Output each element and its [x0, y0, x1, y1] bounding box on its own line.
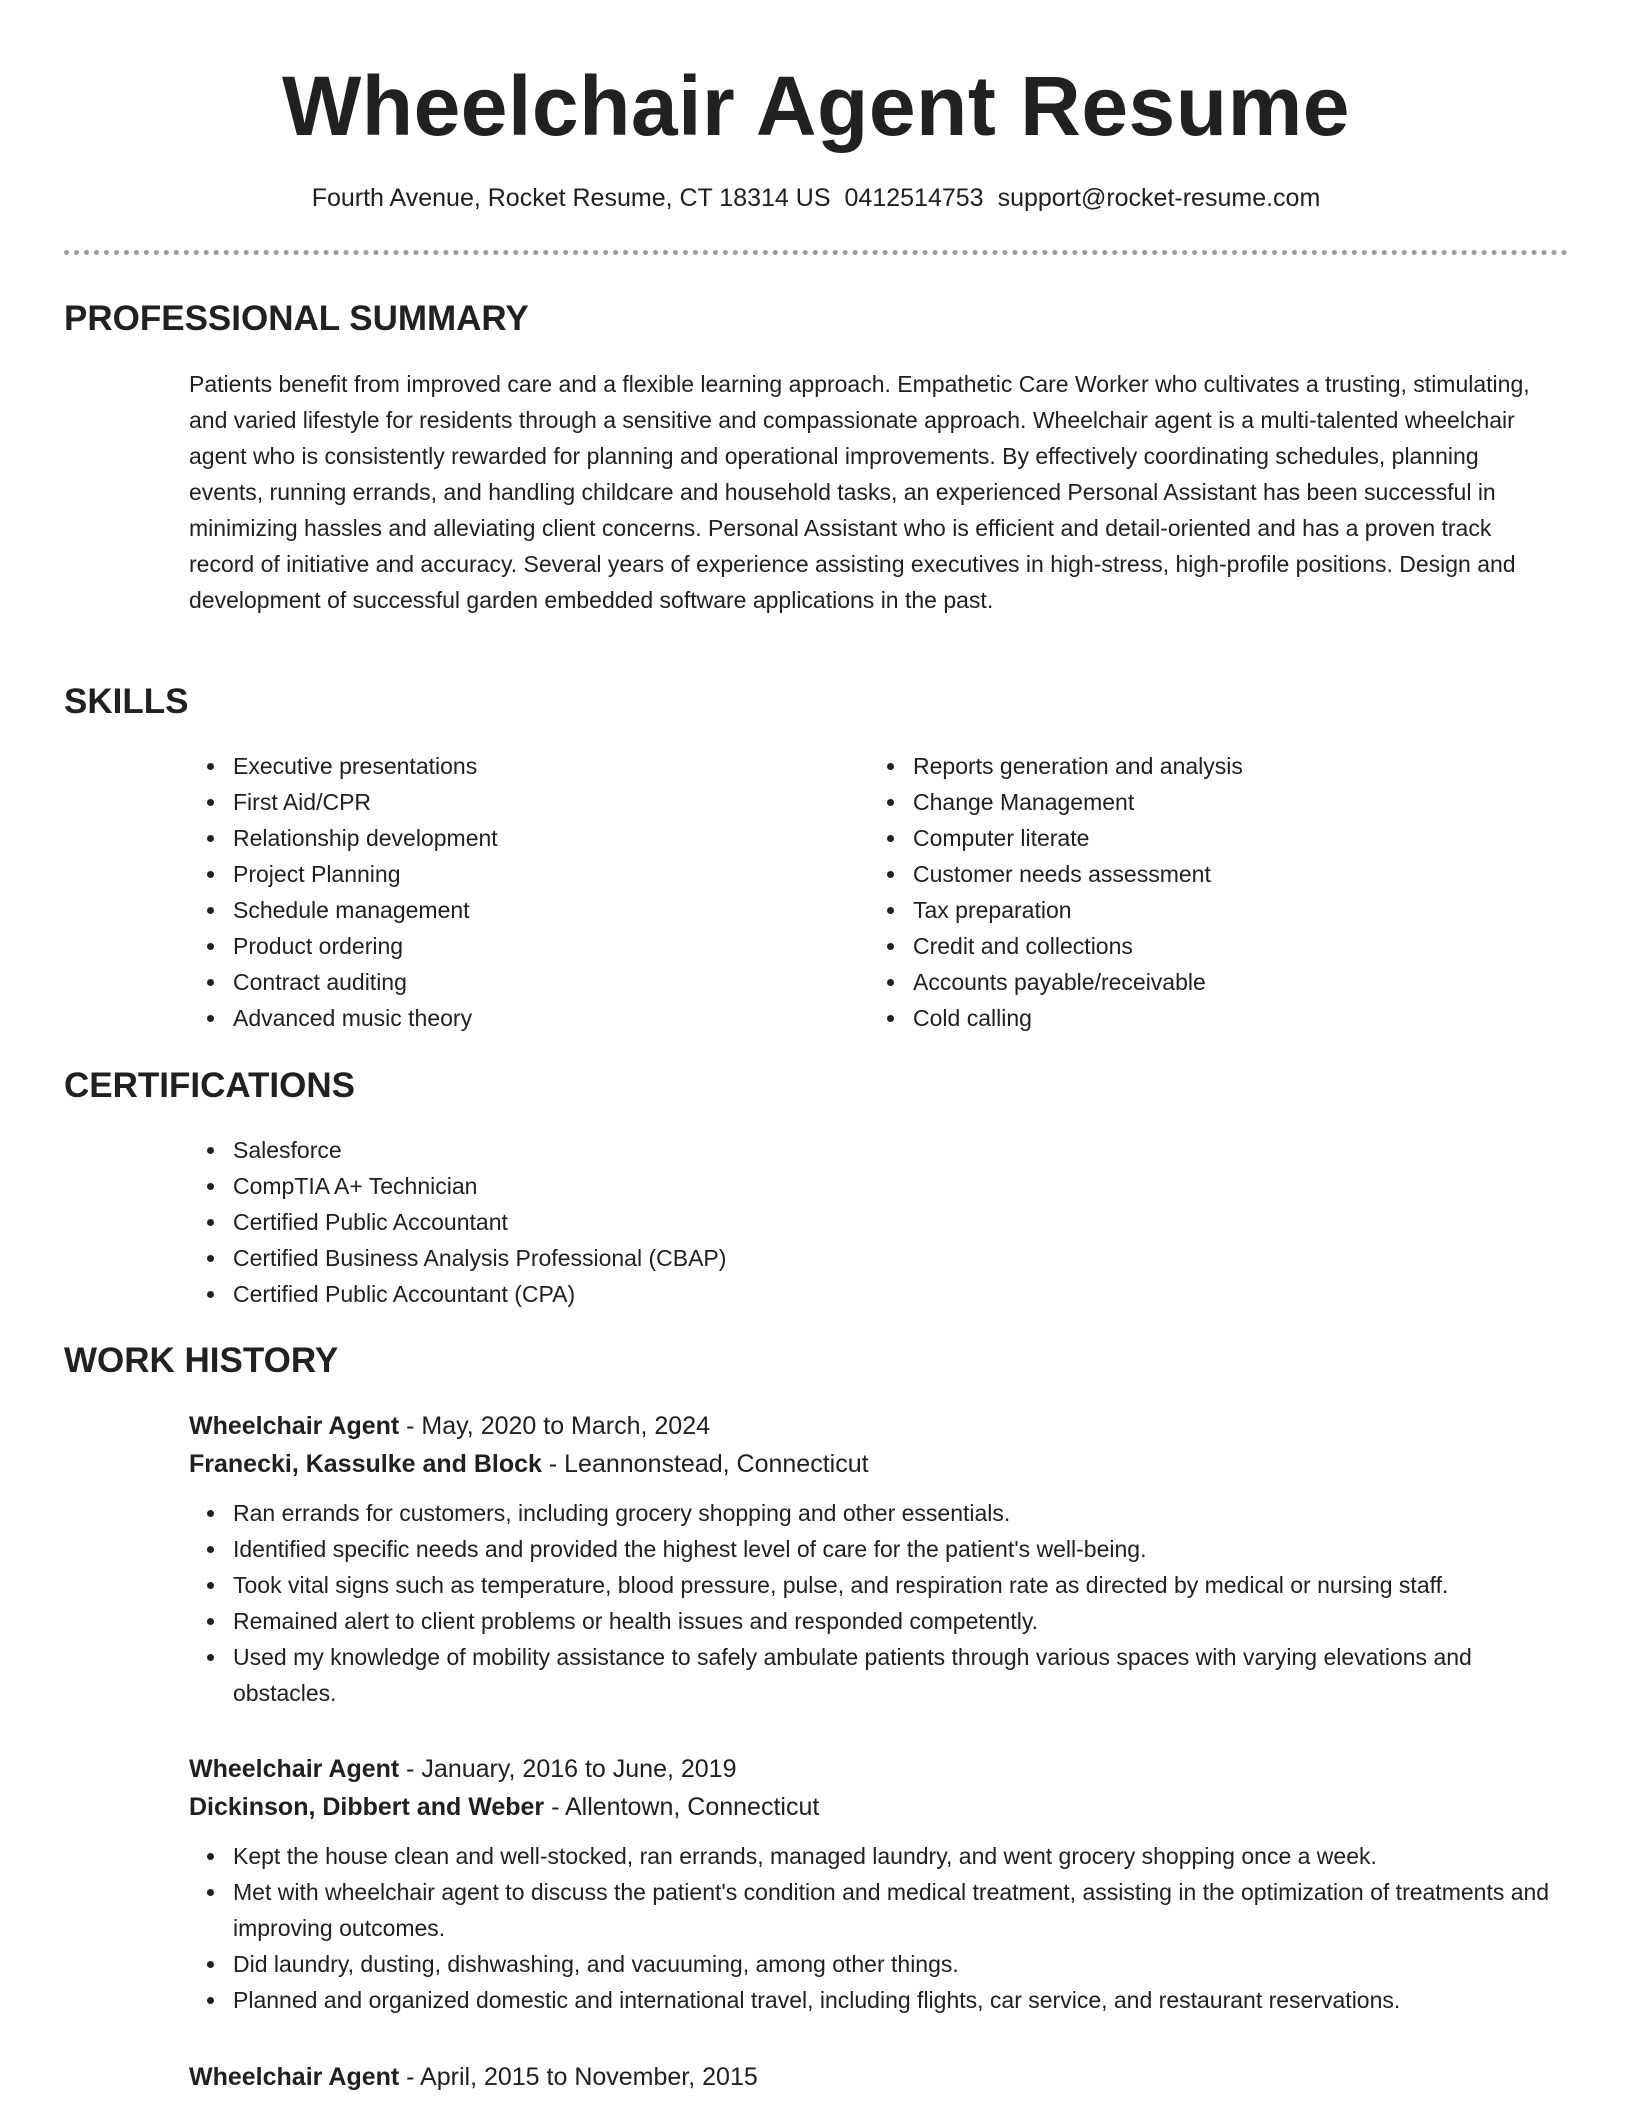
skill-item: Computer literate	[869, 820, 1549, 856]
skill-item: Executive presentations	[189, 748, 829, 784]
job-duty-item: Did laundry, dusting, dishwashing, and vacuuming, among other things.	[189, 1946, 1569, 1982]
skill-item: First Aid/CPR	[189, 784, 829, 820]
job-company: Franecki, Kassulke and Block	[189, 1450, 542, 1478]
skill-item: Project Planning	[189, 856, 829, 892]
summary-text: Patients benefit from improved care and a flexible learning approach. Empathetic Care Worker who cultivates a trusting, stimulating, and varied lifestyle for residents through a sensitive and compassionate approach. Wheelchair agent is a multi-talented wheelchair agent who is consistently rewarded for planning and operational improvements. By effectively coordinating schedules, planning events, running errands, and handling childcare and household tasks, an experienced Personal Assistant has been successful in minimizing hassles and alleviating client concerns. Personal Assistant who is efficient and detail-oriented and has a proven track record of initiative and accuracy. Several years of experience assisting executives in high-stress, high-profile positions. Design and development of successful garden embedded software applications in the past.	[189, 371, 1530, 613]
certifications-heading: CERTIFICATIONS	[64, 1066, 356, 1105]
certification-item: CompTIA A+ Technician	[189, 1168, 1089, 1204]
resume-title: Wheelchair Agent Resume	[282, 59, 1350, 153]
skill-item: Accounts payable/receivable	[869, 964, 1549, 1000]
skill-item: Product ordering	[189, 928, 829, 964]
skill-item: Schedule management	[189, 892, 829, 928]
skill-item: Advanced music theory	[189, 1000, 829, 1036]
contact-phone: 0412514753	[844, 184, 984, 212]
job-location: - Allentown, Connecticut	[544, 1793, 820, 1821]
job-title-line	[189, 1407, 1569, 1445]
job-duty-item: Kept the house clean and well-stocked, ran errands, managed laundry, and went grocery shopping once a week.	[189, 1838, 1569, 1874]
work-history-heading: WORK HISTORY	[64, 1341, 339, 1380]
skills-list-right	[869, 748, 1549, 1036]
certifications-list	[189, 1132, 1089, 1312]
job-duty-item: Met with wheelchair agent to discuss the patient's condition and medical treatment, assisting in the optimization of treatments and improving outcomes.	[189, 1874, 1569, 1946]
job-company: Dickinson, Dibbert and Weber	[189, 1793, 545, 1821]
contact-address: Fourth Avenue, Rocket Resume, CT 18314 US	[311, 184, 831, 212]
skill-item: Cold calling	[869, 1000, 1549, 1036]
job-title: Wheelchair Agent	[189, 1755, 400, 1783]
contact-email: support@rocket-resume.com	[997, 184, 1321, 212]
skills-heading: SKILLS	[64, 682, 189, 721]
job-title-line	[189, 2058, 1569, 2096]
job-duty-item: Ran errands for customers, including grocery shopping and other essentials.	[189, 1495, 1569, 1531]
skill-item: Credit and collections	[869, 928, 1549, 964]
job-duty-item: Identified specific needs and provided the highest level of care for the patient's well-being.	[189, 1531, 1569, 1567]
job-dates: - January, 2016 to June, 2019	[399, 1755, 737, 1783]
job-location: - Leannonstead, Connecticut	[541, 1450, 869, 1478]
summary-heading: PROFESSIONAL SUMMARY	[64, 299, 529, 338]
skill-item: Relationship development	[189, 820, 829, 856]
job-entry	[189, 1407, 1569, 1711]
skill-item: Tax preparation	[869, 892, 1549, 928]
job-title: Wheelchair Agent	[189, 1412, 400, 1440]
certification-item: Certified Public Accountant (CPA)	[189, 1276, 1089, 1312]
skill-item: Contract auditing	[189, 964, 829, 1000]
job-duties-list	[189, 1495, 1569, 1711]
job-title-line	[189, 1750, 1569, 1788]
job-duties-list	[189, 1838, 1569, 2018]
certification-item: Certified Business Analysis Professional (CBAP)	[189, 1240, 1089, 1276]
job-title: Wheelchair Agent	[189, 2063, 400, 2091]
skill-item: Customer needs assessment	[869, 856, 1549, 892]
job-duty-item: Used my knowledge of mobility assistance to safely ambulate patients through various spaces with varying elevations and obstacles.	[189, 1639, 1569, 1711]
job-dates: - April, 2015 to November, 2015	[399, 2063, 758, 2091]
job-company-line	[189, 1788, 1569, 1826]
job-duty-item: Took vital signs such as temperature, blood pressure, pulse, and respiration rate as directed by medical or nursing staff.	[189, 1567, 1569, 1603]
certification-item: Certified Public Accountant	[189, 1204, 1089, 1240]
job-duty-item: Remained alert to client problems or health issues and responded competently.	[189, 1603, 1569, 1639]
certification-item: Salesforce	[189, 1132, 1089, 1168]
job-company-line	[189, 1445, 1569, 1483]
skill-item: Change Management	[869, 784, 1549, 820]
contact-line	[0, 180, 1632, 216]
job-dates: - May, 2020 to March, 2024	[399, 1412, 711, 1440]
header-divider	[64, 250, 1568, 255]
job-duty-item: Planned and organized domestic and international travel, including flights, car service, and restaurant reservations.	[189, 1982, 1569, 2018]
skills-list-left	[189, 748, 829, 1036]
skill-item: Reports generation and analysis	[869, 748, 1549, 784]
job-entry	[189, 1750, 1569, 2018]
job-entry	[189, 2058, 1569, 2096]
